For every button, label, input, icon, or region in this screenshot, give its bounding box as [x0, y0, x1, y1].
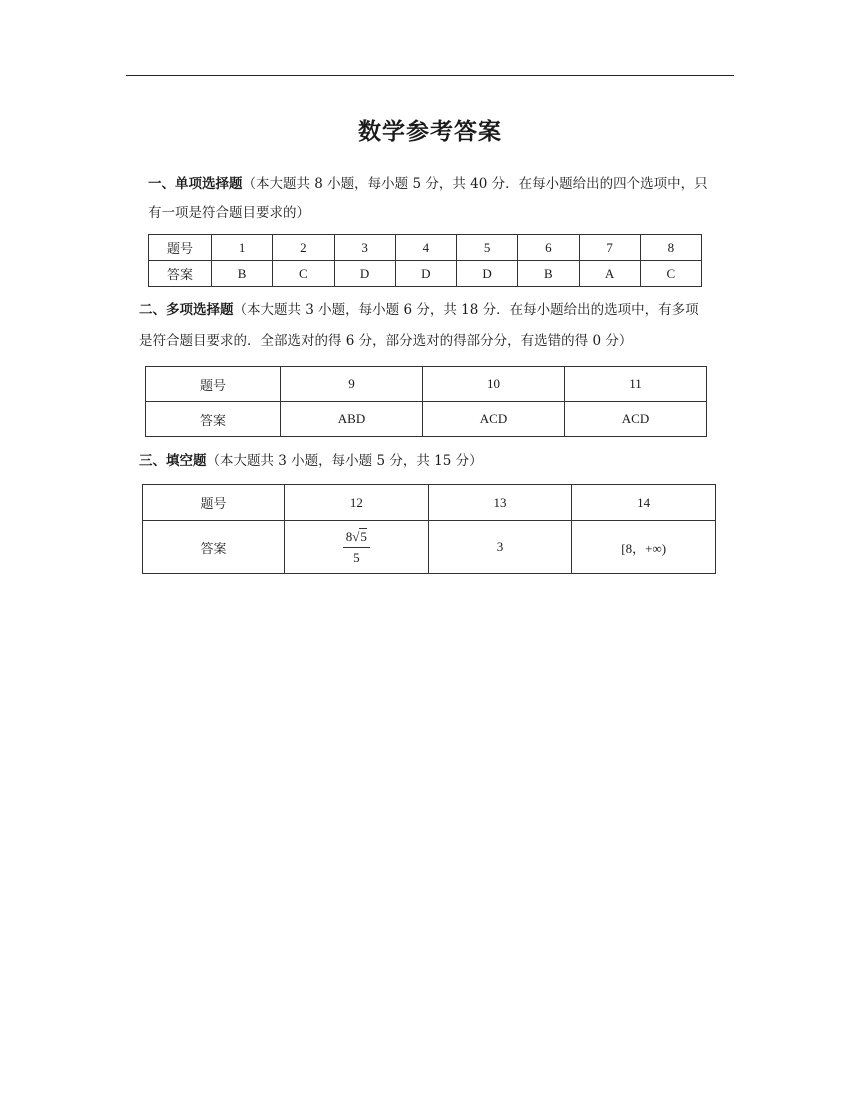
question-number-cell: 7 — [579, 235, 640, 261]
section2-description-line2: 是符合题目要求的．全部选对的得 6 分，部分选对的得部分分，有选错的得 0 分） — [139, 333, 633, 349]
question-number-cell: 11 — [565, 367, 707, 402]
question-number-cell: 13 — [428, 485, 572, 521]
question-number-cell: 6 — [518, 235, 579, 261]
section3-heading: 三、填空题 — [139, 453, 207, 469]
section3-answer-table — [142, 484, 716, 574]
section2-description-line1 — [139, 302, 699, 319]
table-row — [149, 235, 702, 261]
header-rule — [126, 75, 734, 76]
answer-cell-fraction — [285, 521, 429, 574]
question-number-cell: 8 — [640, 235, 701, 261]
answer-label: 答案 — [149, 261, 212, 287]
table-row — [143, 485, 716, 521]
question-number-label: 题号 — [149, 235, 212, 261]
fraction-denominator: 5 — [353, 549, 360, 565]
answer-cell: [8，+∞) — [572, 521, 716, 574]
question-number-cell: 9 — [281, 367, 423, 402]
section1-heading: 一、单项选择题 — [148, 176, 243, 192]
question-number-cell: 2 — [273, 235, 334, 261]
square-root — [352, 529, 367, 545]
section2-answer-table — [145, 366, 707, 437]
question-number-cell: 4 — [395, 235, 456, 261]
question-number-cell: 5 — [457, 235, 518, 261]
section3-description-line1 — [139, 453, 483, 470]
table-row — [146, 367, 707, 402]
question-number-cell: 12 — [285, 485, 429, 521]
question-number-cell: 3 — [334, 235, 395, 261]
question-number-cell: 10 — [423, 367, 565, 402]
answer-cell: 3 — [428, 521, 572, 574]
table-row — [146, 402, 707, 437]
section1-answer-table — [148, 234, 702, 287]
section1-description-line1 — [148, 176, 708, 193]
answer-cell: D — [334, 261, 395, 287]
answer-cell: D — [395, 261, 456, 287]
answer-cell: A — [579, 261, 640, 287]
answer-label: 答案 — [146, 402, 281, 437]
section1-desc-text: （本大题共 8 小题，每小题 5 分，共 40 分．在每小题给出的四个选项中，只 — [242, 176, 708, 192]
numerator-coefficient: 8 — [345, 528, 353, 544]
answer-cell: ACD — [565, 402, 707, 437]
section2-heading: 二、多项选择题 — [139, 302, 234, 318]
answer-cell: ABD — [281, 402, 423, 437]
radicand: 5 — [360, 528, 367, 544]
answer-cell: D — [457, 261, 518, 287]
page-title: 数学参考答案 — [358, 118, 502, 145]
question-number-label: 题号 — [143, 485, 285, 521]
answer-cell: ACD — [423, 402, 565, 437]
answer-cell: C — [640, 261, 701, 287]
table-row — [143, 521, 716, 574]
fraction-answer — [343, 529, 370, 565]
question-number-cell: 14 — [572, 485, 716, 521]
section1-description-line2: 有一项是符合题目要求的） — [148, 205, 310, 221]
radical-sign: √ — [352, 528, 360, 544]
table-row — [149, 261, 702, 287]
section3-desc-text: （本大题共 3 小题，每小题 5 分，共 15 分） — [206, 453, 483, 469]
answer-label: 答案 — [143, 521, 285, 574]
answer-cell: B — [212, 261, 273, 287]
question-number-cell: 1 — [212, 235, 273, 261]
question-number-label: 题号 — [146, 367, 281, 402]
answer-cell: C — [273, 261, 334, 287]
answer-cell: B — [518, 261, 579, 287]
section2-desc-text: （本大题共 3 小题，每小题 6 分，共 18 分．在每小题给出的选项中，有多项 — [233, 302, 699, 318]
fraction-numerator — [343, 529, 370, 548]
